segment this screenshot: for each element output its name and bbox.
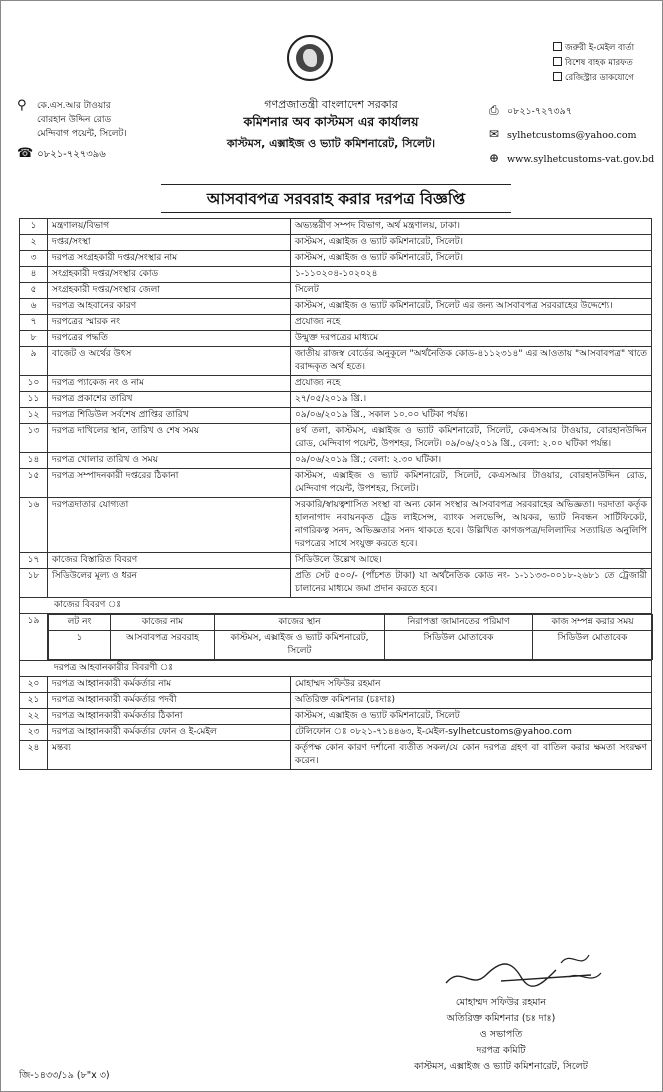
- row-value: কর্তৃপক্ষ কোন কারণ দর্শানো ব্যতীত সকল/যে কোন দরপত্র গ্রহণ বা বাতিল করার ক্ষমতা সংরক্ষণ করেন।: [291, 741, 652, 770]
- table-row: [20, 408, 652, 424]
- row-value: ০৯/০৬/২০১৯ খ্রি., সকাল ১০.০০ ঘটিকা পর্যন্ত।: [291, 408, 652, 424]
- checkbox-row[interactable]: [553, 41, 634, 56]
- row-label: দরপত্র খোলার তারিখ ও সময়: [48, 453, 291, 469]
- table-row: [20, 392, 652, 408]
- row-number: ১৭: [20, 553, 48, 569]
- table-row: [20, 251, 652, 267]
- work-column-header: কাজের স্থান: [215, 615, 385, 631]
- table-row: [20, 553, 652, 569]
- row-value: কাস্টমস, এক্সাইজ ও ভ্যাট কমিশনারেট, সিলেট এর জন্য আসবাবপত্র সরবরাহের উদ্দেশ্যে।: [291, 299, 652, 315]
- globe-icon: ⊕: [489, 151, 500, 165]
- row-label: বাজেট ও অর্থের উৎস: [48, 347, 291, 376]
- row-value: উন্মুক্ত দরপত্রের মাধ্যমে: [291, 331, 652, 347]
- work-cell: সিডিউল মোতাবেক: [533, 631, 653, 660]
- row-label: দরপত্রের স্মারক নং: [48, 315, 291, 331]
- row-label: দরপত্র আহ্বানকারী কর্মকর্তার পদবী: [48, 693, 291, 709]
- row-number: ৫: [20, 283, 48, 299]
- row-value: সরকারি/স্বায়ত্বশাসিত সংস্থা বা অন্য কোন সংস্থার আসবাবপত্র সরবরাহের অভিজ্ঞতা। দরদাতা কর্তৃক হালনাগাদ নবায়নকৃত ট্রেড লাইসেন্স, ব্যাংক সলভেন্সি, আয়কর, ভ্যাট নিবন্ধন সার্টিফিকেট, নাগরিকত্ব সনদ, অভিজ্ঞতার সনদ থাকতে হবে। উল্লিখিত কাগজপত্র/দলিলাদির সত্যায়িত অনুলিপি দরপত্রের সাথে সংযুক্ত করতে হবে।: [291, 498, 652, 553]
- work-section-heading-row: [20, 598, 652, 614]
- checkbox-row[interactable]: [553, 56, 634, 71]
- email-address[interactable]: sylhetcustoms@yahoo.com: [507, 130, 637, 141]
- fax-icon: ⎙: [489, 103, 499, 117]
- work-cell: সিডিউল মোতাবেক: [385, 631, 533, 660]
- checkbox-icon[interactable]: [553, 57, 562, 66]
- row-label: সংগ্রহকারী দপ্তর/সংস্থার কোড: [48, 267, 291, 283]
- row-label: দরপত্র প্যাকেজ নং ও নাম: [48, 376, 291, 392]
- row-number: ২: [20, 235, 48, 251]
- work-cell: কাস্টমস, এক্সাইজ ও ভ্যাট কমিশনারেট, সিলেট: [215, 631, 385, 660]
- row-value: কাস্টমস, এক্সাইজ ও ভ্যাট কমিশনারেট, সিলেট।: [291, 235, 652, 251]
- officer-section-heading: দরপত্র আহবানকারীর বিবরণী ঃ: [20, 661, 652, 677]
- row-value: অভ্যন্তরীণ সম্পদ বিভাগ, অর্থ মন্ত্রণালয়, ঢাকা।: [291, 219, 652, 235]
- fax-number: ০৮২১-৭২৭৩৯৭: [507, 106, 572, 117]
- row-number: ২৪: [20, 741, 48, 770]
- division-name: কাস্টমস, এক্সাইজ ও ভ্যাট কমিশনারেট, সিলেট।: [226, 137, 436, 150]
- row-value: টেলিফোন ঃ ০৮২১-৭১৪৪৬৩, ই-মেইল-sylhetcustoms@yahoo.com: [291, 725, 652, 741]
- footer-reference: জি-১৪৩৩/১৯ (৮"x ৩): [19, 1070, 110, 1081]
- row-number: ১৮: [20, 569, 48, 598]
- signature-mark-icon: [441, 945, 611, 995]
- table-row: [20, 741, 652, 770]
- work-header-row: [49, 615, 653, 631]
- row-number: ১৬: [20, 498, 48, 553]
- row-label: সিডিউলের মূল্য ও ধরন: [48, 569, 291, 598]
- row-label: মন্ত্রণালয়/বিভাগ: [48, 219, 291, 235]
- work-section-heading: কাজের বিবরণ ঃ: [20, 598, 652, 614]
- row-label: দপ্তর/সংস্থা: [48, 235, 291, 251]
- location-pin-icon: ⚲: [17, 98, 27, 113]
- contact-block: [489, 99, 654, 171]
- work-details-table: [48, 614, 653, 660]
- office-phone: [17, 146, 106, 164]
- checkbox-icon[interactable]: [553, 72, 562, 81]
- table-row: [20, 283, 652, 299]
- row-number: ২০: [20, 677, 48, 693]
- signatory-committee: দরপত্র কমিটি: [476, 1045, 526, 1056]
- row-label: দরপত্র দাখিলের স্থান, তারিখ ও শেষ সময়: [48, 424, 291, 453]
- signatory-role: ও সভাপতি: [479, 1029, 523, 1040]
- table-row: [20, 219, 652, 235]
- phone-number: ০৮২১-৭২৭৩৯৬: [37, 149, 106, 160]
- row-label: দরপত্র সম্পাদনকারী দপ্তরের ঠিকানা: [48, 469, 291, 498]
- row-number: ১৫: [20, 469, 48, 498]
- row-number: ১২: [20, 408, 48, 424]
- work-cell: আসবাবপত্র সরবরাহ: [111, 631, 215, 660]
- row-number: ১৩: [20, 424, 48, 453]
- row-number: ১০: [20, 376, 48, 392]
- table-row: [20, 424, 652, 453]
- row-label: সংগ্রহকারী দপ্তর/সংস্থার জেলা: [48, 283, 291, 299]
- row-value: প্রযোজ্য নহে: [291, 376, 652, 392]
- row-value: ৪র্থ তলা, কাস্টমস, এক্সাইজ ও ভ্যাট কমিশনারেট, সিলেট, কেএসআর টাওয়ার, বোরহানউদ্দিন রোড, মেন্দিবাগ পয়েন্ট, উপশহর, সিলেট। ০৯/০৬/২০১৯ খ্রি., বেলা: ২.০০ ঘটিকা পর্যন্ত।: [291, 424, 652, 453]
- row-value: ০৯/০৬/২০১৯ খ্রি.; বেলা: ২.৩০ ঘটিকা।: [291, 453, 652, 469]
- row-value: অতিরিক্ত কমিশনার (চঃদাঃ): [291, 693, 652, 709]
- row-number: ২১: [20, 693, 48, 709]
- work-column-header: নিরাপত্তা জামানতের পরিমাণ: [385, 615, 533, 631]
- office-heading: [171, 97, 491, 153]
- row-label: দরপত্র আহবানের কারণ: [48, 299, 291, 315]
- row-value: প্রতি সেট ৫০০/- (পাঁচশত টাকা) যা অর্থনৈতিক কোড নং- ১-১১৩৩-০০১৮-২৬৮১ তে ট্রেজারী চালানের মাধ্যমে জমা প্রদান করতে হবে।: [291, 569, 652, 598]
- work-column-header: লট নং: [49, 615, 111, 631]
- checkbox-label: রেজিস্ট্রার ডাকযোগে: [565, 73, 634, 83]
- row-value: সিডিউলে উল্লেখ আছে।: [291, 553, 652, 569]
- row-label: দরপত্র আহ্বানকারী কর্মকর্তার নাম: [48, 677, 291, 693]
- table-row: [20, 453, 652, 469]
- table-row: [20, 235, 652, 251]
- checkbox-label: বিশেষ বাহক মারফত: [565, 58, 633, 68]
- signatory-name: মোহাম্মদ সফিউর রহমান: [455, 997, 547, 1008]
- office-name: কমিশনার অব কাস্টমস এর কার্যালয়: [243, 114, 419, 129]
- table-row: [20, 677, 652, 693]
- telephone-icon: ☎: [17, 146, 34, 161]
- row-number: ৩: [20, 251, 48, 267]
- table-row: [20, 725, 652, 741]
- work-cell: ১: [49, 631, 111, 660]
- row-number: ৯: [20, 347, 48, 376]
- office-address: [17, 99, 127, 141]
- row-label: দরপত্রের পদ্ধতি: [48, 331, 291, 347]
- table-row: [20, 347, 652, 376]
- table-row: [20, 376, 652, 392]
- row-label: দরপত্র আহ্বানকারী কর্মকর্তার ফোন ও ই-মেইল: [48, 725, 291, 741]
- work-data-row: [49, 631, 653, 660]
- officer-section-heading-row: [20, 661, 652, 677]
- government-name: গণপ্রজাতন্ত্রী বাংলাদেশ সরকার: [264, 98, 398, 111]
- table-row: [20, 267, 652, 283]
- row-label: কাজের বিস্তারিত বিবরণ: [48, 553, 291, 569]
- table-row: [20, 315, 652, 331]
- row-label: মন্তব্য: [48, 741, 291, 770]
- row-number: ১৪: [20, 453, 48, 469]
- row-number: ১৯: [20, 614, 48, 661]
- row-value: ১-১১০২০৪-১০২০২৪: [291, 267, 652, 283]
- table-row: [20, 498, 652, 553]
- checkbox-icon[interactable]: [553, 42, 562, 51]
- row-value: কাস্টমস, এক্সাইজ ও ভ্যাট কমিশনারেট, সিলেট, কেএসআর টাওয়ার, বোরহানউদ্দিন রোড, মেন্দিবাগ পয়েন্ট, উপশহর, সিলেট।: [291, 469, 652, 498]
- row-value: কাস্টমস, এক্সাইজ ও ভ্যাট কমিশনারেট, সিলেট: [291, 709, 652, 725]
- email-icon: ✉: [489, 127, 500, 141]
- row-number: ৪: [20, 267, 48, 283]
- row-number: ১১: [20, 392, 48, 408]
- address-line: মেন্দিবাগ পয়েন্ট, সিলেট।: [37, 129, 127, 139]
- address-line: বোরহান উদ্দিন রোড: [37, 115, 112, 125]
- tender-details-table: [19, 218, 652, 770]
- row-number: ১: [20, 219, 48, 235]
- row-label: দরপত্র আহ্বানকারী কর্মকর্তার ঠিকানা: [48, 709, 291, 725]
- government-emblem-icon: [287, 35, 333, 81]
- row-label: দরপত্রদাতার যোগ্যতা: [48, 498, 291, 553]
- table-row: [20, 709, 652, 725]
- row-label: দরপত্র শিডিউল সর্বশেষ প্রাপ্তির তারিখ: [48, 408, 291, 424]
- signature-block: [366, 995, 636, 1075]
- row-value: ২৭/০৫/২০১৯ খ্রি.।: [291, 392, 652, 408]
- table-row: [20, 693, 652, 709]
- row-number: ৮: [20, 331, 48, 347]
- signatory-office: কাস্টমস, এক্সাইজ ও ভ্যাট কমিশনারেট, সিলেট: [414, 1061, 588, 1072]
- row-label: দরপত্র প্রকাশের তারিখ: [48, 392, 291, 408]
- work-column-header: কাজের নাম: [111, 615, 215, 631]
- delivery-method-checkboxes: [553, 41, 634, 86]
- row-value: প্রযোজ্য নহে: [291, 315, 652, 331]
- signatory-designation: অতিরিক্ত কমিশনার (চঃ দাঃ): [446, 1013, 556, 1024]
- table-row: [20, 569, 652, 598]
- row-number: ৬: [20, 299, 48, 315]
- row-number: ২৩: [20, 725, 48, 741]
- row-number: ৭: [20, 315, 48, 331]
- work-table-cell: [48, 614, 652, 661]
- row-value: কাস্টমস, এক্সাইজ ও ভ্যাট কমিশনারেট, সিলেট।: [291, 251, 652, 267]
- table-row: [20, 469, 652, 498]
- row-label: দরপত্র সংগ্রহকারী দপ্তর/সংস্থার নাম: [48, 251, 291, 267]
- row-number: ২২: [20, 709, 48, 725]
- row-value: মোহাম্মদ সফিউর রহমান: [291, 677, 652, 693]
- table-row: [20, 299, 652, 315]
- checkbox-label: জরুরী ই-মেইল বার্তা: [565, 43, 635, 53]
- website-link[interactable]: www.sylhetcustoms-vat.gov.bd: [507, 154, 655, 165]
- work-table-row: [20, 614, 652, 661]
- table-row: [20, 331, 652, 347]
- row-value: জাতীয় রাজস্ব বোর্ডের অনুকূলে "অর্থনৈতিক কোড-৪১১২৩১৪" এর আওতায় "আসবাবপত্র" খাতে বরাদ্দকৃত অর্থ হতে।: [291, 347, 652, 376]
- row-value: সিলেট: [291, 283, 652, 299]
- checkbox-row[interactable]: [553, 71, 634, 86]
- address-line: কে.এস.আর টাওয়ার: [37, 101, 111, 111]
- work-column-header: কাজ সম্পন্ন করার সময়: [533, 615, 653, 631]
- notice-title: আসবাবপত্র সরবরাহ করার দরপত্র বিজ্ঞপ্তি: [161, 184, 511, 213]
